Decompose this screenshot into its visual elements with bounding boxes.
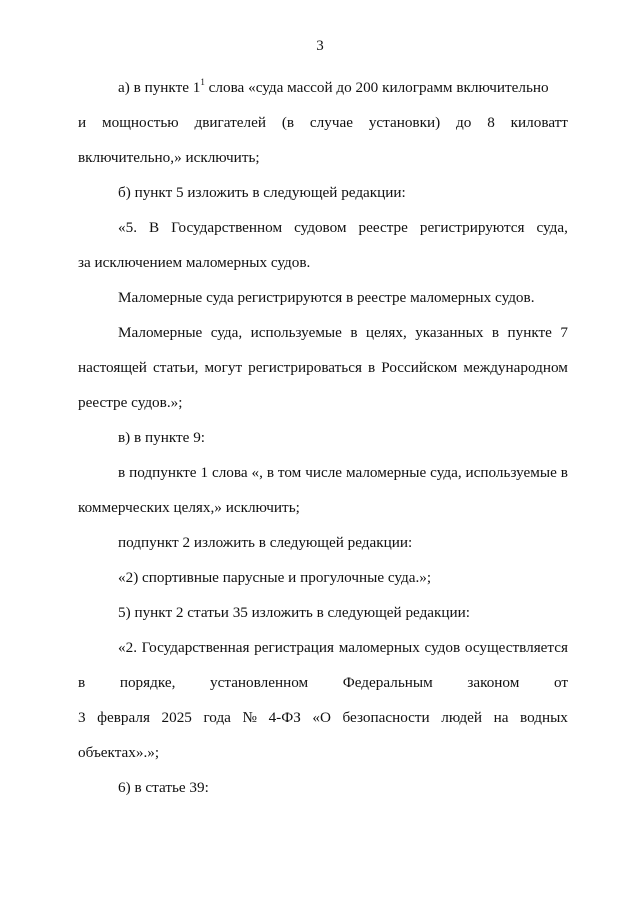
word: международном — [463, 359, 568, 376]
word: Российском — [381, 359, 458, 376]
word: на — [493, 709, 509, 726]
text-line — [78, 673, 568, 693]
word: числе — [305, 464, 343, 481]
page-number: 3 — [316, 38, 324, 54]
word: маломерные — [345, 464, 427, 481]
word: «2. — [118, 639, 137, 656]
text-line: за исключением маломерных судов. — [78, 254, 311, 271]
word: от — [553, 674, 568, 691]
word: «5. — [118, 219, 137, 236]
word: суда, — [536, 219, 568, 236]
word: мощностью — [102, 114, 179, 131]
text-line: коммерческих целях,» исключить; — [78, 499, 300, 516]
word: киловатт — [510, 114, 568, 131]
word: (в — [281, 114, 295, 131]
word: 4-ФЗ — [268, 709, 301, 726]
word: 7 — [560, 324, 568, 341]
text-line: подпункт 2 изложить в следующей редакции: — [118, 534, 413, 551]
text-line — [78, 708, 568, 728]
text-line — [78, 113, 568, 133]
word: маломерных — [338, 639, 420, 656]
word: Государственная — [141, 639, 250, 656]
text-fragment: слова «суда массой до 200 килограмм включительно — [204, 79, 549, 96]
word: «О — [312, 709, 331, 726]
word: «, — [251, 464, 263, 481]
text-line — [118, 638, 568, 658]
word: подпункте — [129, 464, 197, 481]
word: 8 — [487, 114, 495, 131]
text-line: Маломерные суда регистрируются в реестре маломерных судов. — [118, 289, 535, 306]
word: том — [277, 464, 302, 481]
word: в — [266, 464, 274, 481]
word: установки) — [368, 114, 441, 131]
text-line: объектах».»; — [78, 744, 160, 761]
word: В — [148, 219, 160, 236]
text-line — [78, 358, 568, 378]
text-line: в) в пункте 9: — [118, 429, 206, 446]
word: статьи, — [152, 359, 199, 376]
word: настоящей — [78, 359, 147, 376]
word: реестре — [358, 219, 408, 236]
word: года — [203, 709, 231, 726]
word: в — [78, 674, 86, 691]
word: целях, — [365, 324, 407, 341]
text-fragment: а) в пункте 1 — [118, 79, 201, 96]
word: регистрироваться — [248, 359, 362, 376]
text-line — [118, 78, 568, 98]
word: законом — [467, 674, 520, 691]
word: пункте — [507, 324, 552, 341]
word: в — [491, 324, 500, 341]
word: суда, — [210, 324, 243, 341]
text-line — [118, 218, 568, 238]
word: могут — [204, 359, 243, 376]
text-line: 5) пункт 2 статьи 35 изложить в следующей редакции: — [118, 604, 471, 621]
word: случае — [309, 114, 353, 131]
word: 2025 — [161, 709, 192, 726]
word: в — [350, 324, 358, 341]
word: суда, — [430, 464, 462, 481]
word: в — [118, 464, 126, 481]
word: № — [242, 709, 257, 726]
text-line: «2) спортивные парусные и прогулочные суда.»; — [118, 569, 432, 586]
word: слова — [211, 464, 248, 481]
word: используемые — [250, 324, 342, 341]
word: установленном — [210, 674, 309, 691]
text-line: включительно,» исключить; — [78, 149, 260, 166]
word: безопасности — [342, 709, 430, 726]
word: людей — [441, 709, 483, 726]
word: судовом — [294, 219, 347, 236]
word: Маломерные — [118, 324, 203, 341]
word: 3 — [78, 709, 86, 726]
text-line — [118, 323, 568, 343]
word: водных — [520, 709, 568, 726]
word: двигателей — [194, 114, 266, 131]
word: февраля — [97, 709, 150, 726]
word: судов — [424, 639, 461, 656]
word: используемые — [465, 464, 557, 481]
text-line: 6) в статье 39: — [118, 779, 209, 796]
word: порядке, — [119, 674, 176, 691]
text-line: б) пункт 5 изложить в следующей редакции: — [118, 184, 406, 201]
word: Федеральным — [342, 674, 433, 691]
superscript: 1 — [200, 77, 205, 87]
word: до — [456, 114, 472, 131]
word: и — [78, 114, 87, 131]
word: регистрируются — [419, 219, 525, 236]
word: Государственном — [171, 219, 283, 236]
text-line: реестре судов.»; — [78, 394, 183, 411]
word: в — [560, 464, 568, 481]
word: в — [368, 359, 376, 376]
word: указанных — [415, 324, 484, 341]
word: 1 — [200, 464, 209, 481]
word: регистрация — [254, 639, 335, 656]
text-line — [118, 463, 568, 483]
word: осуществляется — [464, 639, 568, 656]
